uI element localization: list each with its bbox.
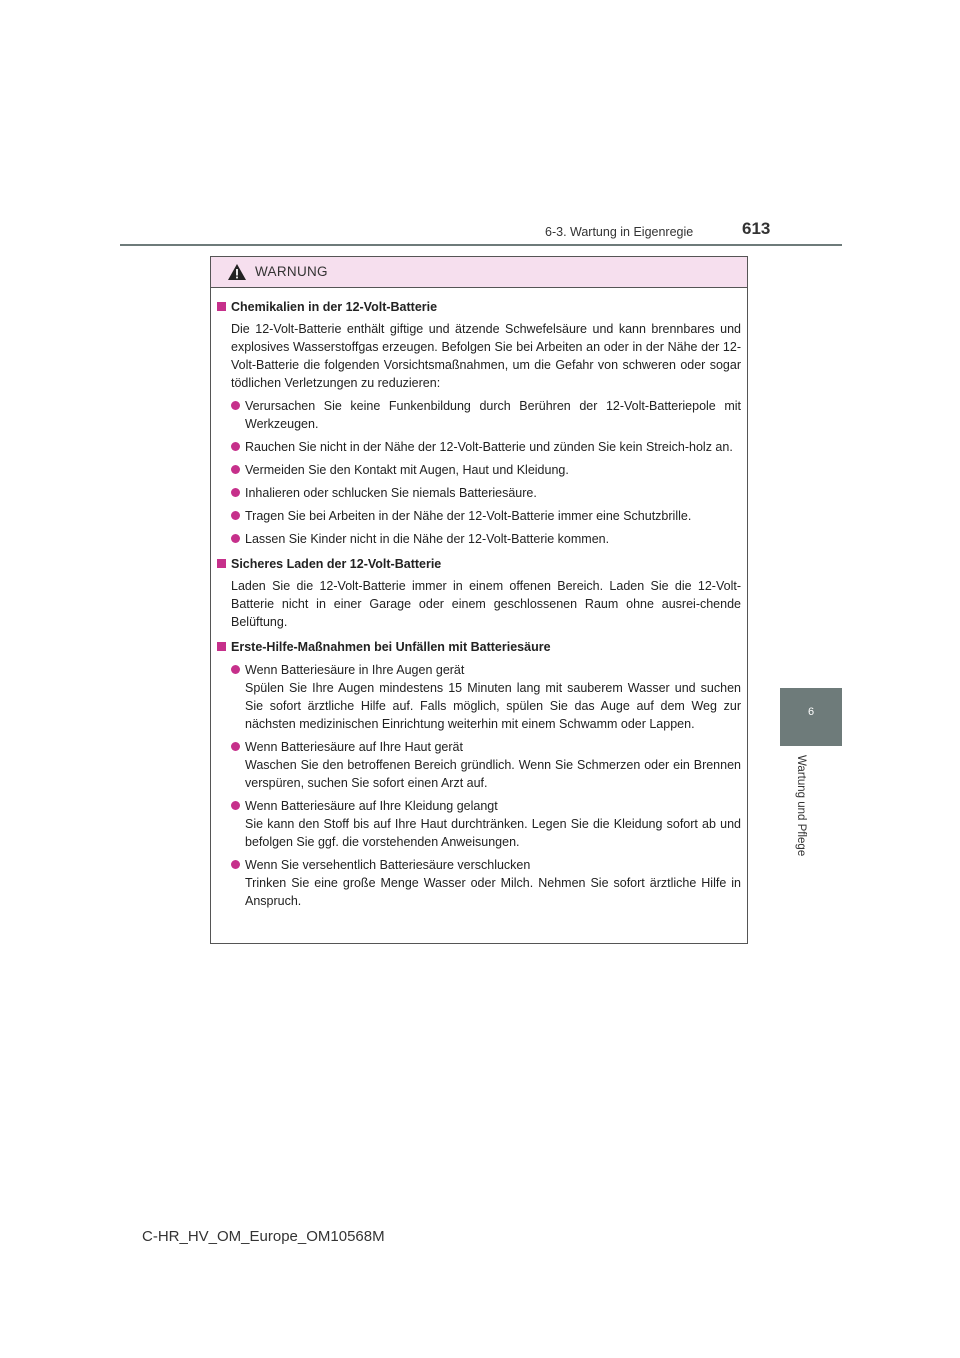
list-item — [217, 738, 741, 792]
first-aid-case-text: Sie kann den Stoff bis auf Ihre Haut durchtränken. Legen Sie die Kleidung sofort ab und befolgen Sie ggf. die vorstehenden Anweisungen. — [245, 817, 741, 849]
round-bullet-icon — [231, 801, 240, 810]
first-aid-case-title: Wenn Batteriesäure auf Ihre Kleidung gelangt — [245, 799, 498, 813]
first-aid-case-text: Trinken Sie eine große Menge Wasser oder Milch. Nehmen Sie sofort ärztliche Hilfe in Anspruch. — [245, 876, 741, 908]
section-heading: Chemikalien in der 12-Volt-Batterie — [217, 298, 741, 316]
section-text: Laden Sie die 12-Volt-Batterie immer in einem offenen Bereich. Laden Sie die 12-Volt-Batterie nicht in einer Garage oder einem geschlossenen Raum ohne ausrei-chende Belüftung. — [231, 579, 741, 629]
round-bullet-icon — [231, 511, 240, 520]
chapter-title: Wartung und Pflege — [795, 755, 807, 857]
chapter-tab — [780, 688, 842, 746]
section-text: Die 12-Volt-Batterie enthält giftige und ätzende Schwefelsäure und kann brennbares und explosives Wasserstoffgas erzeugen. Befolgen Sie bei Arbeiten an oder in der Nähe der 12-Volt-Batterie die folgenden Vorsichtsmaßnahmen, um die Gefahr von schweren oder sogar tödlichen Verletzungen zu reduzieren: — [231, 322, 741, 390]
warning-header — [211, 257, 747, 288]
page-number: 613 — [742, 219, 771, 238]
list-item — [217, 797, 741, 851]
chapter-tab-number: 6 — [807, 706, 815, 718]
round-bullet-icon — [231, 465, 240, 474]
round-bullet-icon — [231, 401, 240, 410]
warning-triangle-icon — [227, 263, 247, 281]
round-bullet-icon — [231, 442, 240, 451]
list-item: Inhalieren oder schlucken Sie niemals Batteriesäure. — [217, 484, 741, 502]
square-bullet-icon — [217, 559, 226, 568]
document-code: C-HR_HV_OM_Europe_OM10568M — [142, 1228, 385, 1245]
warning-title: WARNUNG — [255, 264, 328, 279]
round-bullet-icon — [231, 488, 240, 497]
round-bullet-icon — [231, 534, 240, 543]
first-aid-case-title: Wenn Batteriesäure in Ihre Augen gerät — [245, 663, 465, 677]
list-item — [217, 661, 741, 733]
first-aid-case-title: Wenn Sie versehentlich Batteriesäure verschlucken — [245, 858, 531, 872]
square-bullet-icon — [217, 642, 226, 651]
section-label: 6-3. Wartung in Eigenregie — [545, 225, 694, 239]
list-item: Rauchen Sie nicht in der Nähe der 12-Volt-Batterie und zünden Sie kein Streich-holz an. — [217, 438, 741, 456]
list-item: Tragen Sie bei Arbeiten in der Nähe der 12-Volt-Batterie immer eine Schutzbrille. — [217, 507, 741, 525]
round-bullet-icon — [231, 665, 240, 674]
warning-body — [211, 288, 747, 910]
first-aid-case-title: Wenn Batteriesäure auf Ihre Haut gerät — [245, 740, 463, 754]
list-item: Lassen Sie Kinder nicht in die Nähe der 12-Volt-Batterie kommen. — [217, 530, 741, 548]
header-rule — [120, 244, 842, 246]
list-item — [217, 856, 741, 910]
list-item: Vermeiden Sie den Kontakt mit Augen, Haut und Kleidung. — [217, 461, 741, 479]
square-bullet-icon — [217, 302, 226, 311]
list-item: Verursachen Sie keine Funkenbildung durch Berühren der 12-Volt-Batteriepole mit Werkzeugen. — [217, 397, 741, 433]
warning-box — [210, 256, 748, 944]
round-bullet-icon — [231, 742, 240, 751]
first-aid-case-text: Waschen Sie den betroffenen Bereich gründlich. Wenn Sie Schmerzen oder ein Brennen verspüren, suchen Sie sofort einen Arzt auf. — [245, 758, 741, 790]
first-aid-case-text: Spülen Sie Ihre Augen mindestens 15 Minuten lang mit sauberem Wasser und suchen Sie sofort ärztliche Hilfe auf. Falls möglich, spülen Sie das Auge auf dem Weg zur nächsten medizinischen Einrichtung weiterhin mit einem Schwamm oder Lappen. — [245, 681, 741, 731]
round-bullet-icon — [231, 860, 240, 869]
section-heading: Sicheres Laden der 12-Volt-Batterie — [217, 555, 741, 573]
section-heading: Erste-Hilfe-Maßnahmen bei Unfällen mit Batteriesäure — [217, 638, 741, 656]
